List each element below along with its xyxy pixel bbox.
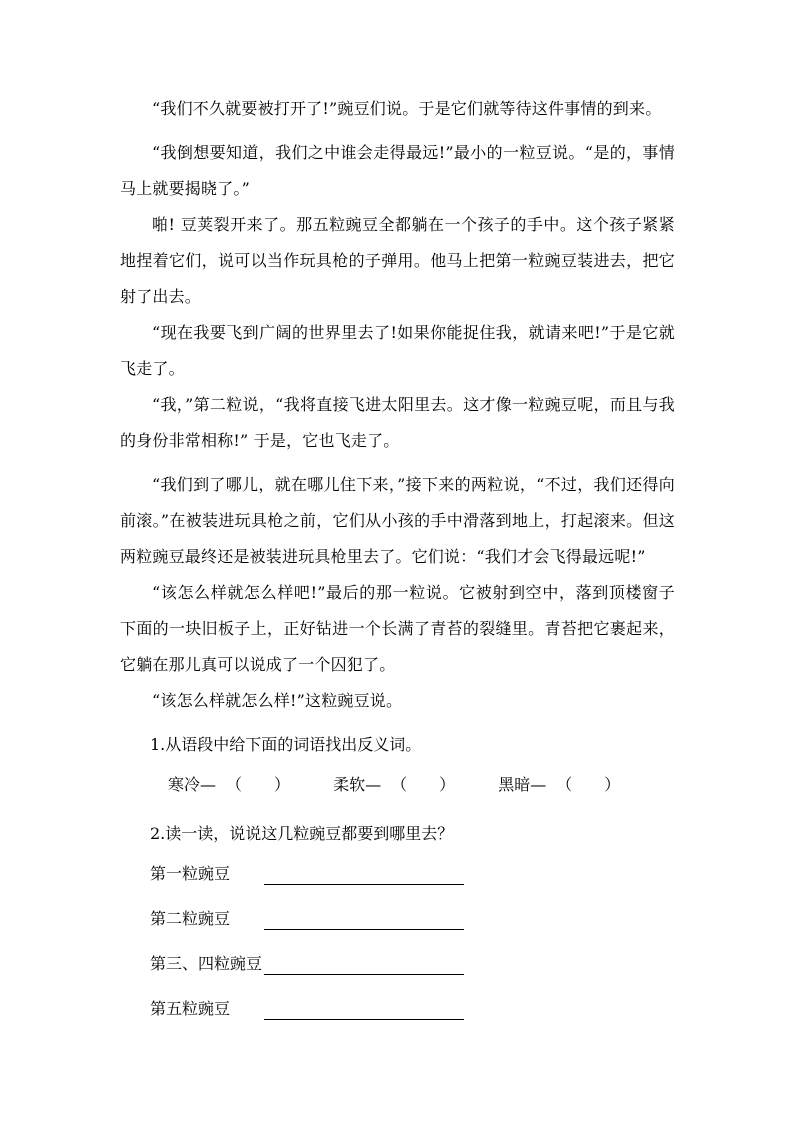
antonym-row [168,773,658,797]
answer-line[interactable] [264,1019,464,1020]
answer-label: 第二粒豌豆 [150,909,231,928]
passage-paragraph-2: “我倒想要知道，我们之中谁会走得最远!”最小的一粒豆说。“是的，事情马上就要揭晓了。” [120,143,675,198]
answer-blank[interactable]: （ ） [556,775,621,794]
answer-blank[interactable]: （ ） [391,775,456,794]
passage-paragraph-1: “我们不久就要被打开了!”豌豆们说。于是它们就等待这件事情的到来。 [152,99,662,118]
antonym-word: 寒冷— [168,775,217,794]
antonym-item [333,773,455,797]
answer-row-first-pea [150,862,264,886]
answer-line[interactable] [264,974,464,975]
answer-row-third-fourth-pea [150,952,264,976]
answer-row-fifth-pea [150,997,264,1021]
passage-paragraph-6: “我们到了哪儿，就在哪儿住下来，”接下来的两粒说，“不过，我们还得向前滚。”在被装进玩具枪之前，它们从小孩的手中滑落到地上，打起滚来。但这两粒豌豆最终还是被装进玩具枪里去了。它们说：“我们才会飞得最远呢!” [120,475,675,566]
antonym-word: 柔软— [333,775,382,794]
question-1-prompt: 1.从语段中给下面的词语找出反义词。 [150,735,422,754]
passage-paragraph-8: “该怎么样就怎么样!”这粒豌豆说。 [152,691,403,710]
passage-paragraph-4: “现在我要飞到广阔的世界里去了!如果你能捉住我，就请来吧!”于是它就飞走了。 [120,323,675,378]
answer-label: 第三、四粒豌豆 [150,954,263,973]
passage-paragraph-5: “我，”第二粒说，“我将直接飞进太阳里去。这才像一粒豌豆呢，而且与我的身份非常相称!” 于是，它也飞走了。 [120,395,675,450]
answer-label: 第一粒豌豆 [150,864,231,883]
question-2-prompt: 2.读一读，说说这几粒豌豆都要到哪里去？ [150,824,454,843]
antonym-item [168,773,290,797]
passage-paragraph-7: “该怎么样就怎么样吧!”最后的那一粒说。它被射到空中，落到顶楼窗子下面的一块旧板子上，正好钻进一个长满了青苔的裂缝里。青苔把它裹起来，它躺在那儿真可以说成了一个囚犯了。 [120,583,675,674]
answer-blank[interactable]: （ ） [226,775,291,794]
passage-paragraph-3: 啪! 豆荚裂开来了。那五粒豌豆全都躺在一个孩子的手中。这个孩子紧紧地捏着它们，说可以当作玩具枪的子弹用。他马上把第一粒豌豆装进去，把它射了出去。 [120,215,675,306]
antonym-word: 黑暗— [498,775,547,794]
answer-row-second-pea [150,907,264,931]
antonym-item [498,773,620,797]
answer-line[interactable] [264,929,464,930]
answer-label: 第五粒豌豆 [150,999,231,1018]
answer-line[interactable] [264,884,464,885]
